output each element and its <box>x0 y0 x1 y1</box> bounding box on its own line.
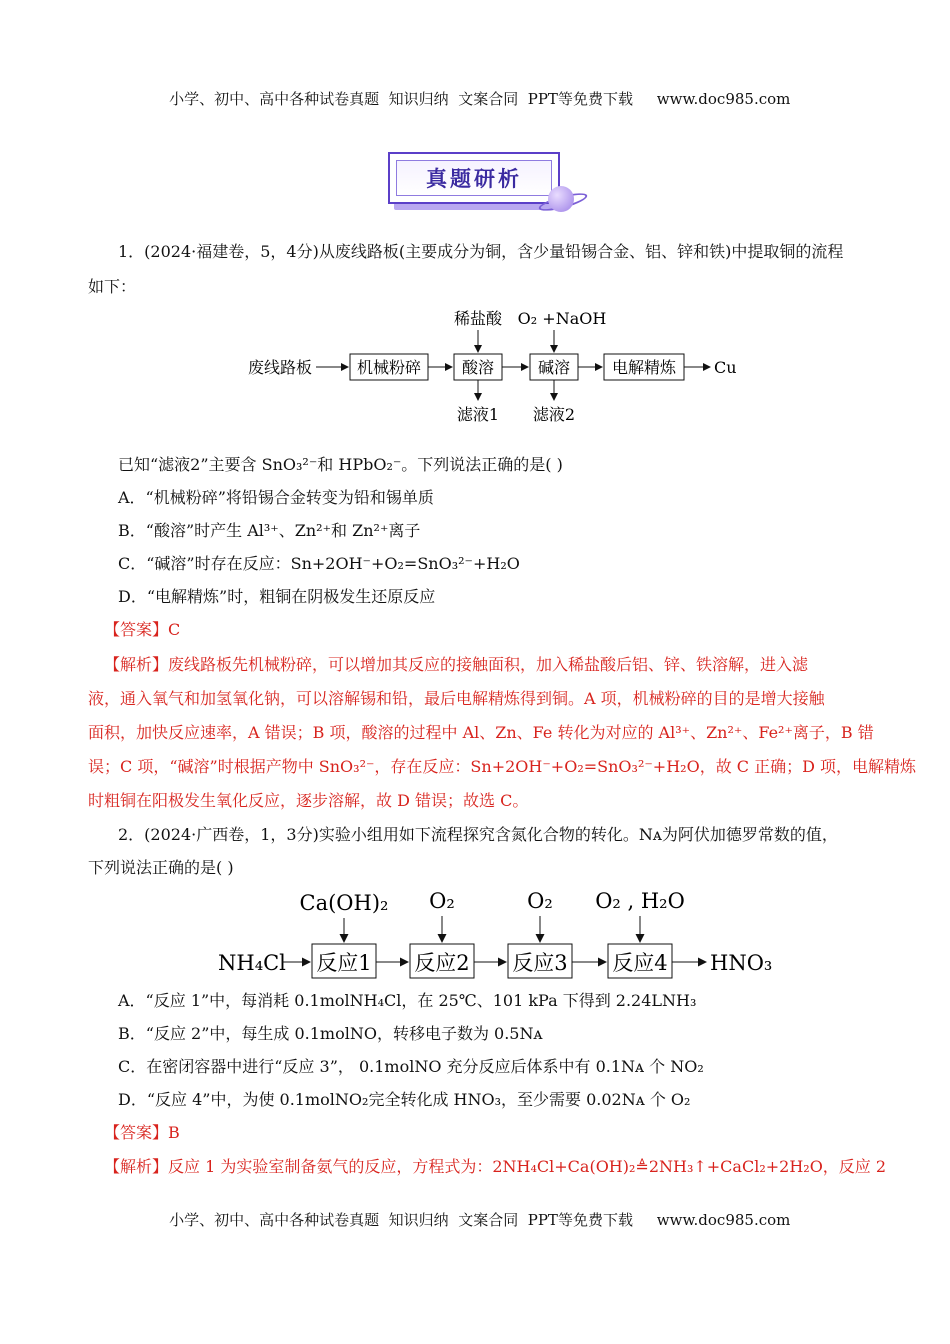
flow1-reagent2: 稀盐酸 <box>453 309 503 328</box>
flow1-filtrate2: 滤液2 <box>532 405 576 424</box>
q1-analysis-line3: 面积，加快反应速率，A 错误；B 项，酸溶的过程中 Al、Zn、Fe 转化为对应的 Al³⁺、Zn²⁺、Fe²⁺离子，B 错 <box>88 723 874 742</box>
header-site: www.doc985.com <box>656 90 791 108</box>
flow2-step4: 反应4 <box>612 951 668 975</box>
q1-option-b: B．“酸溶”时产生 Al³⁺、Zn²⁺和 Zn²⁺离子 <box>118 521 421 540</box>
q2-option-b: B．“反应 2”中，每生成 0.1molNO，转移电子数为 0.5Nᴀ <box>118 1024 543 1043</box>
q2-stem-line1: 2．(2024·广西卷，1，3分)实验小组用如下流程探究含氮化合物的转化。Nᴀ为阿伏加德罗常数的值， <box>118 825 838 844</box>
q2-analysis-line1: 【解析】反应 1 为实验室制备氨气的反应，方程式为：2NH₄Cl+Ca(OH)₂≜2NH₃↑+CaCl₂+2H₂O，反应 2 <box>104 1157 887 1176</box>
flow2-reagent4: O₂ , H₂O <box>595 889 685 913</box>
flow1-step1: 机械粉碎 <box>356 358 422 377</box>
q1-analysis-line5: 时粗铜在阳极发生氧化反应，逐步溶解，故 D 错误；故选 C。 <box>88 791 529 810</box>
flow2-step1: 反应1 <box>316 951 372 975</box>
flow1-reagent3: O₂ +NaOH <box>517 309 607 328</box>
flow1-step4: 电解精炼 <box>611 358 677 377</box>
page-header <box>0 70 950 109</box>
section-title: 真题研析 <box>396 160 552 196</box>
q2-flow-diagram <box>210 882 780 982</box>
q2-option-d: D．“反应 4”中，为使 0.1molNO₂完全转化成 HNO₃，至少需要 0.02Nᴀ 个 O₂ <box>118 1090 691 1109</box>
flow2-step3: 反应3 <box>512 951 568 975</box>
footer-text: 小学、初中、高中各种试卷真题 知识归纳 文案合同 PPT等免费下载 <box>169 1211 633 1229</box>
q1-option-d: D．“电解精炼”时，粗铜在阴极发生还原反应 <box>118 587 436 606</box>
q1-option-c: C．“碱溶”时存在反应：Sn+2OH⁻+O₂=SnO₃²⁻+H₂O <box>118 554 520 573</box>
flow2-step2: 反应2 <box>414 951 470 975</box>
q2-answer: 【答案】B <box>104 1123 180 1142</box>
footer-site: www.doc985.com <box>656 1211 791 1229</box>
q2-option-a: A．“反应 1”中，每消耗 0.1molNH₄Cl，在 25℃、101 kPa 下得到 2.24LNH₃ <box>118 991 697 1010</box>
flow1-step3: 碱溶 <box>537 358 571 377</box>
flow2-input: NH₄Cl <box>218 951 286 975</box>
q1-option-a: A．“机械粉碎”将铅锡合金转变为铅和锡单质 <box>118 488 434 507</box>
q1-analysis-line1: 【解析】废线路板先机械粉碎，可以增加其反应的接触面积，加入稀盐酸后铝、锌、铁溶解，进入滤 <box>104 655 809 674</box>
q2-option-c: C．在密闭容器中进行“反应 3”， 0.1molNO 充分反应后体系中有 0.1Nᴀ 个 NO₂ <box>118 1057 704 1076</box>
flow1-step2: 酸溶 <box>461 358 495 377</box>
flow1-input: 废线路板 <box>248 358 313 377</box>
flow2-reagent1: Ca(OH)₂ <box>299 891 389 915</box>
q1-stem-line1: 1．(2024·福建卷，5，4分)从废线路板(主要成分为铜，含少量铅锡合金、铝、锌和铁)中提取铜的流程 <box>118 242 844 261</box>
q2-stem-line2: 下列说法正确的是( ) <box>88 858 234 877</box>
q1-known: 已知“滤液2”主要含 SnO₃²⁻和 HPbO₂⁻。下列说法正确的是( ) <box>118 455 563 474</box>
q1-analysis-line4: 误；C 项，“碱溶”时根据产物中 SnO₃²⁻，存在反应：Sn+2OH⁻+O₂=SnO₃²⁻+H₂O，故 C 正确；D 项，电解精炼 <box>88 757 917 776</box>
flow1-output: Cu <box>714 358 737 377</box>
q1-analysis-line2: 液，通入氧气和加氢氧化钠，可以溶解锡和铅，最后电解精炼得到铜。A 项，机械粉碎的目的是增大接触 <box>88 689 825 708</box>
page-footer <box>0 1191 950 1230</box>
flow1-filtrate1: 滤液1 <box>456 405 500 424</box>
section-title-box <box>388 152 560 204</box>
q1-flow-diagram <box>240 300 760 435</box>
header-text: 小学、初中、高中各种试卷真题 知识归纳 文案合同 PPT等免费下载 <box>169 90 633 108</box>
planet-decoration <box>548 186 574 212</box>
q1-answer: 【答案】C <box>104 620 181 639</box>
flow2-output: HNO₃ <box>710 951 773 975</box>
flow2-reagent3: O₂ <box>527 889 553 913</box>
flow2-reagent2: O₂ <box>429 889 455 913</box>
q1-stem-line2: 如下： <box>88 277 137 296</box>
